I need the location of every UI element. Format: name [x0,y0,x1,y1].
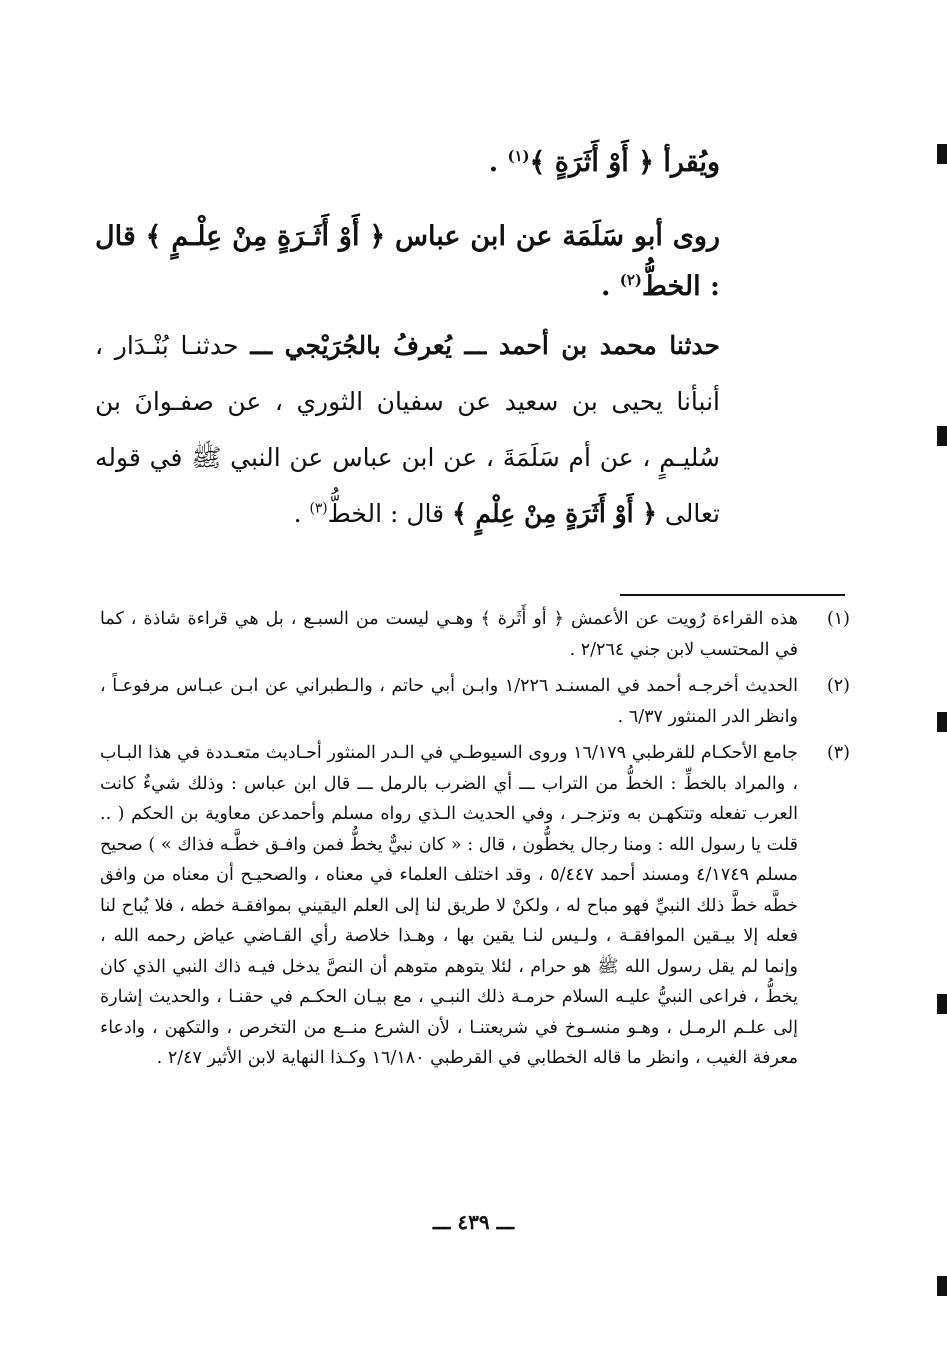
edge-tab-mark [937,144,947,164]
page-number: ـــ ٤٣٩ ـــ [432,1210,515,1234]
footnote-number: (١) [826,609,850,629]
edge-tab-mark [937,426,947,446]
main-paragraph-3 [95,318,720,542]
footnote-item [100,671,850,732]
footnote-divider [620,594,845,596]
edge-tab-mark [937,1276,947,1296]
footnote-text: الحديث أخرجـه أحمد في المسنـد ١/٢٢٦ وابـن أبي حاتم ، والـطبراني عن ابـن عبـاس مرفوعـاً ، وانظر الدر المنثور ٦/٣٧ . [100,676,798,727]
footnote-ref-1: (١) [507,147,530,165]
edge-tab-mark [937,712,947,732]
line1-text: ويُقرأ ﴿ أَوْ أَثَرَةٍ ﴾ [529,147,720,178]
footnote-number: (٣) [826,743,850,763]
para3-text: حدثنـا بُنْـدَار ، أنبأنا يحيى بن سعيد عن سفيان الثوري ، عن صفـوانَ بن سُليـمٍ ، عن أم سَلَمَةَ ، عن ابن عباس عن النبي ﷺ في قوله تعالى [95,331,720,528]
para3-bold-heading: حدثنا محمد بن أحمد ـــ يُعرفُ بالجُرَيْجي ـــ [250,331,720,360]
footnote-text: جامع الأحكـام للقرطبي ١٦/١٧٩ وروى السيوطـي في الـدر المنثور أحـاديث متعـددة في هذا البـاب ، والمراد بالخطِّ : الخطُّ من التراب ـــ أي الضرب بالرمل ـــ قال ابن عباس : وذلك شيءٌ كانت العرب تفعله وتتكهـن به وتزجـر ، وفي الحديث الـذي رواه مسلم وأحمدعن معاوية بن الحكم ( .. قلت يا رسول الله : ومنا رجال يخطُّون ، قال : « كان نبيٌّ يخطُّ فمن وافـق خطَّـه فذاك » ) صحيح مسلم ٤/١٧٤٩ ومسند أحمد ٥/٤٤٧ ، وقد اختلف العلماء في معناه ، والصحيـح أن معناه من وافق خطَّه خطَّ ذلك النبيِّ فهو مباح له ، ولكنْ لا طريق لنا إلى العلم اليقيني بموافقـة خطه ، فلا يُباح لنا فعله إلا بيـقين الموافقـة ، ولـيس لنـا يقين بها ، وهـذا خلاصة رأي القـاضي عياض رحمه الله ، وإنما لم يقل رسول الله ﷺ هو حرام ، لئلا يتوهم متوهم أن النصَّ يدخل فيـه ذاك النبي الذي كان يخطُّ ، فراعى النبيُّ عليـه السلام حرمـة ذلك النبـي ، مع بيـان الحكـم في حقنـا ، والحديث إشارة إلى علـم الرمـل ، وهـو منسـوخ في شريعتنـا ، لأن الشرع منــع من التخرص ، والتكهن ، وادعاء معرفة الغيب ، وانظر ما قاله الخطابي في القرطبي ١٦/١٨٠ وكـذا النهاية لابن الأثير ٢/٤٧ . [100,743,799,1068]
para2-tail: . [600,271,620,302]
main-line-1 [95,140,720,186]
main-paragraph-2 [95,212,720,312]
footnote-ref-3: (٣) [309,500,328,517]
para2-text: روى أبو سَلَمَة عن ابن عباس ﴿ أَوْ أَثَـرَةٍ مِنْ عِلْـمٍ ﴾ قال : الخطُّ [95,221,720,302]
footnote-ref-2: (٢) [619,271,642,289]
para3-tail-text: قال : الخطُّ [327,499,453,528]
para3-tail: . [293,499,310,528]
footnote-item [100,738,850,1074]
footnotes-section [100,604,850,1080]
line1-tail: . [488,147,508,178]
para3-quran-quote: ﴿ أَوْ أَثَرَةٍ مِنْ عِلْمٍ ﴾ [452,499,657,528]
footnote-text: هذه القراءة رُويت عن الأعمش ﴿ أو أَثَرة ﴾ وهـي ليست من السبـع ، بل هي قراءة شاذة ، كما في المحتسب لابن جني ٢/٢٦٤ . [100,609,798,660]
footnote-number: (٢) [826,676,850,696]
footnote-item [100,604,850,665]
edge-tab-mark [937,994,947,1014]
